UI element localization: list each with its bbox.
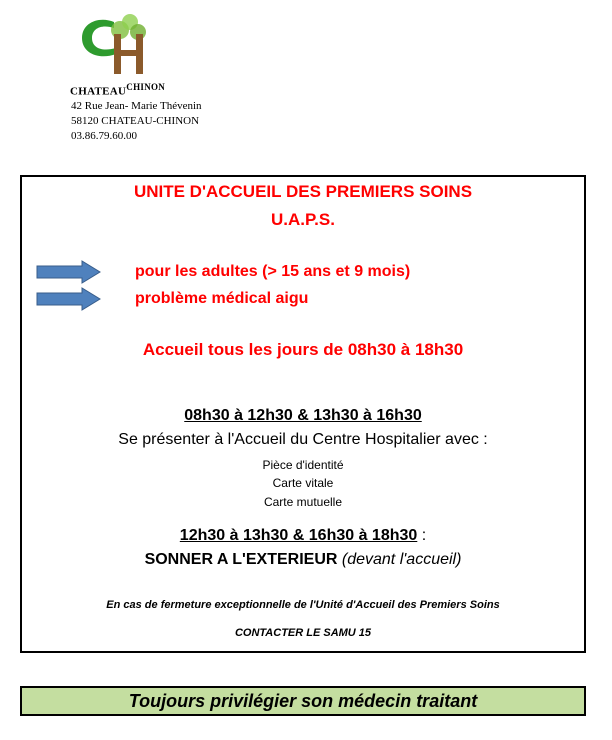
advice-banner-text: Toujours privilégier son médecin traitant (128, 690, 478, 711)
ring-text: SONNER A L'EXTERIEUR (144, 551, 338, 568)
ring-note: (devant l'accueil) (341, 551, 462, 568)
schedule-ring-colon: : (417, 527, 427, 544)
reception-instruction: Se présenter à l'Accueil du Centre Hospitalier avec : (118, 431, 488, 448)
ring-instruction (22, 551, 584, 569)
address-street: 42 Rue Jean- Marie Thévenin (71, 100, 202, 112)
address-block (71, 99, 202, 144)
notice-title: UNITE D'ACCUEIL DES PREMIERS SOINS (133, 182, 473, 201)
address-phone: 03.86.79.60.00 (71, 130, 137, 142)
notice-acronym: U.A.P.S. (271, 210, 335, 229)
document-item: Pièce d'identité (262, 458, 344, 472)
advice-banner (20, 686, 586, 716)
address-city: 58120 CHATEAU-CHINON (71, 115, 200, 127)
opening-hours: Accueil tous les jours de 08h30 à 18h30 (142, 340, 464, 359)
logo-ch-graphic (70, 8, 200, 88)
hospital-logo (70, 8, 200, 98)
schedule-ring (22, 527, 584, 545)
schedule-reception: 08h30 à 12h30 & 13h30 à 16h30 (184, 407, 422, 424)
document-item: Carte vitale (272, 476, 334, 490)
document-item: Carte mutuelle (263, 495, 343, 509)
closure-note: En cas de fermeture exceptionnelle de l'Unité d'Accueil des Premiers Soins (106, 599, 500, 611)
condition-adults: pour les adultes (> 15 ans et 9 mois) (135, 263, 411, 280)
arrow-right-icon (36, 287, 102, 311)
arrow-right-icon (36, 260, 102, 284)
notice-box (20, 175, 586, 653)
samu-contact: CONTACTER LE SAMU 15 (234, 627, 372, 639)
schedule-ring-hours: 12h30 à 13h30 & 16h30 à 18h30 (179, 527, 418, 544)
logo-name: $CHATEAU^{CHINON}$ (70, 82, 166, 98)
condition-medical: problème médical aigu (135, 290, 309, 307)
